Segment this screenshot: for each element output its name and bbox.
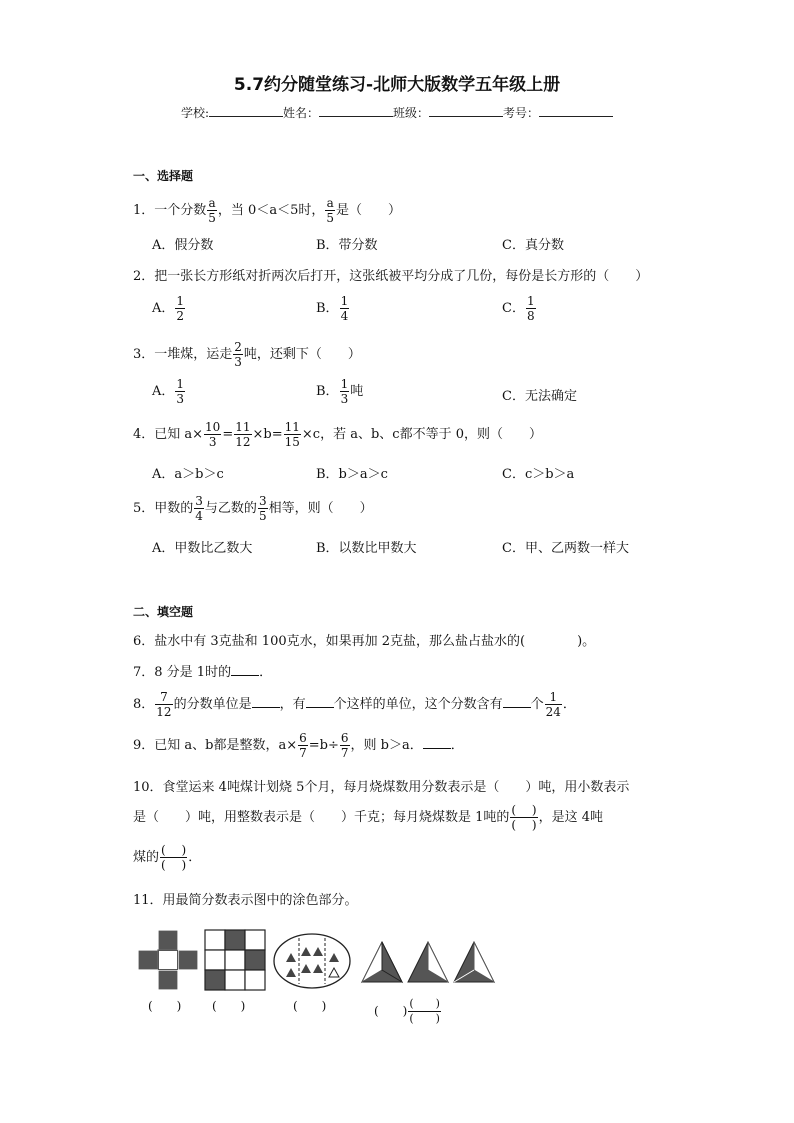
- q3-option-c[interactable]: C．无法确定: [502, 389, 577, 404]
- q11-answer-blank-3[interactable]: ( ): [293, 999, 327, 1013]
- numerator: ( ): [161, 843, 187, 857]
- numerator: 6: [340, 731, 349, 745]
- student-info-line: [0, 104, 794, 121]
- numerator: 7: [155, 690, 172, 705]
- q4-option-c[interactable]: C．c＞b＞a: [502, 467, 575, 482]
- numerator: 6: [299, 731, 307, 745]
- q3-option-a[interactable]: [152, 377, 186, 406]
- denominator: 3: [176, 392, 185, 406]
- question-6: 6．盐水中有 3克盐和 100克水，如果再加 2克盐，那么盐占盐水的( )。: [133, 634, 596, 649]
- section-choice-heading: 一、选择题: [133, 169, 194, 183]
- cross-shape-figure: [138, 930, 198, 990]
- question-2: 2．把一张长方形纸对折两次后打开，这张纸被平均分成了几份，每份是长方形的（ ）: [133, 269, 649, 284]
- denominator: 12: [156, 705, 172, 719]
- q10-text: ，是这 4吨: [538, 810, 603, 825]
- numerator: 1: [526, 294, 535, 308]
- fraction: [194, 494, 204, 523]
- fraction: [155, 690, 172, 719]
- q10-text: 煤的: [133, 850, 160, 865]
- option-letter: B．: [316, 384, 339, 399]
- fraction: [175, 377, 185, 406]
- numerator: ( ): [409, 997, 440, 1010]
- q5-text-mid: 与乙数的: [204, 501, 257, 516]
- question-11: 11．用最简分数表示图中的涂色部分。: [133, 893, 358, 908]
- fraction: [340, 294, 350, 323]
- denominator: 4: [195, 509, 203, 523]
- q2-option-a[interactable]: [152, 294, 186, 323]
- fraction: [175, 294, 185, 323]
- denominator: 24: [545, 705, 561, 719]
- number-label: 考号：: [503, 106, 540, 120]
- question-5: [133, 494, 373, 523]
- answer-blank[interactable]: [252, 697, 280, 708]
- answer-blank[interactable]: [231, 665, 259, 676]
- q5-option-b[interactable]: B．以数比甲数大: [316, 541, 417, 556]
- denominator: 3: [340, 392, 349, 406]
- numerator: ( ): [511, 803, 537, 817]
- unit-label: 吨: [350, 384, 364, 399]
- option-letter: A．: [152, 301, 175, 316]
- q9-text-end: ．: [450, 738, 464, 753]
- question-10-line-1: 10．食堂运来 4吨煤计划烧 5个月，每月烧煤数用分数表示是（ ）吨，用小数表示: [133, 780, 630, 795]
- q10-text: ．: [188, 850, 202, 865]
- q1-option-c[interactable]: C．真分数: [502, 238, 564, 253]
- denominator: 5: [258, 509, 267, 523]
- q11-answer-blank-2[interactable]: ( ): [212, 999, 246, 1013]
- numerator: 1: [340, 377, 349, 391]
- option-letter: C．: [502, 301, 525, 316]
- numerator: 2: [234, 340, 242, 354]
- denominator: 5: [208, 211, 216, 225]
- question-3: [133, 340, 361, 369]
- denominator: 8: [526, 309, 535, 323]
- fraction: [233, 340, 243, 369]
- fraction: [298, 731, 308, 760]
- q9-text-pre: 9．已知 a、b都是整数，a×: [133, 738, 298, 753]
- q11-answer-blank-4[interactable]: [374, 997, 442, 1026]
- option-letter: A．: [152, 384, 175, 399]
- q9-text-mid: =b÷: [308, 738, 339, 753]
- equals-sign: =: [222, 427, 234, 442]
- denominator: 2: [176, 309, 185, 323]
- question-10-line-2: [133, 803, 603, 832]
- denominator: 4: [340, 309, 349, 323]
- numerator: 3: [195, 494, 203, 508]
- school-label: 学校:: [180, 106, 209, 120]
- numerator: a: [326, 196, 334, 210]
- answer-blank[interactable]: [306, 697, 334, 708]
- question-9: [133, 731, 464, 760]
- q4-text-mid: ×b=: [252, 427, 283, 442]
- answer-blank[interactable]: [423, 738, 451, 749]
- page-title: 5.7约分随堂练习-北师大版数学五年级上册: [233, 75, 561, 95]
- q4-text-post: ×c，若 a、b、c都不等于 0，则（ ）: [301, 427, 542, 442]
- fraction: [234, 420, 251, 449]
- fraction: [204, 420, 221, 449]
- numerator: 1: [545, 690, 562, 705]
- q5-option-c[interactable]: C．甲、乙两数一样大: [502, 541, 629, 556]
- q2-option-b[interactable]: [316, 294, 350, 323]
- fraction-blank[interactable]: [408, 997, 441, 1026]
- paren-blank: ( ): [374, 1004, 408, 1018]
- denominator: 15: [284, 435, 300, 449]
- q5-text-pre: 5．甲数的: [133, 501, 194, 516]
- q8-number: 8．: [133, 697, 155, 712]
- numerator: 3: [258, 494, 267, 508]
- q5-option-a[interactable]: A．甲数比乙数大: [152, 541, 253, 556]
- q3-text-post: 吨，还剩下（ ）: [243, 347, 361, 362]
- three-triangles-figure: [360, 940, 500, 984]
- name-label: 姓名：: [283, 106, 320, 120]
- q1-option-a[interactable]: A．假分数: [152, 238, 214, 253]
- denominator: ( ): [409, 1012, 440, 1025]
- q7-text-post: ．: [259, 665, 273, 680]
- numerator: 1: [176, 377, 185, 391]
- fraction: [545, 690, 562, 719]
- school-blank[interactable]: [209, 104, 283, 117]
- fraction: [207, 196, 217, 225]
- numerator: 1: [176, 294, 185, 308]
- q1-text-post: 是（ ）: [336, 203, 402, 218]
- q3-text-pre: 3．一堆煤，运走: [133, 347, 233, 362]
- q10-text: 是（ ）吨，用整数表示是（ ）千克；每月烧煤数是 1吨的: [133, 810, 510, 825]
- q3-option-b[interactable]: [316, 377, 363, 406]
- q4-text-pre: 4．已知 a×: [133, 427, 204, 442]
- fraction: [340, 377, 350, 406]
- numerator: 11: [235, 420, 251, 434]
- class-label: 班级：: [393, 106, 430, 120]
- question-4: [133, 420, 542, 449]
- q2-option-c[interactable]: [502, 294, 537, 323]
- answer-blank[interactable]: [503, 697, 531, 708]
- denominator: ( ): [511, 818, 537, 832]
- denominator: 7: [299, 746, 307, 760]
- fraction: [284, 420, 301, 449]
- q8-text: ．: [562, 697, 576, 712]
- numerator: 10: [205, 420, 221, 434]
- q8-text: 个: [530, 697, 544, 712]
- section-fill-heading: 二、填空题: [133, 605, 194, 619]
- fraction: [325, 196, 335, 225]
- name-blank[interactable]: [319, 104, 393, 117]
- q8-text: ，有: [279, 697, 306, 712]
- q7-text-pre: 7．8 分是 1时的: [133, 665, 232, 680]
- class-blank[interactable]: [429, 104, 503, 117]
- question-7: [133, 661, 272, 680]
- question-8: [133, 690, 576, 719]
- q4-option-b[interactable]: B．b＞a＞c: [316, 467, 388, 482]
- denominator: 5: [326, 211, 334, 225]
- fraction-blank[interactable]: [510, 803, 537, 832]
- numerator: 1: [340, 294, 349, 308]
- denominator: ( ): [161, 858, 187, 872]
- q9-text-post: ，则 b＞a．: [350, 738, 423, 753]
- q11-answer-blank-1[interactable]: ( ): [148, 999, 182, 1013]
- fraction: [526, 294, 536, 323]
- q8-text: 个这样的单位，这个分数含有: [333, 697, 503, 712]
- q5-text-post: 相等，则（ ）: [268, 501, 373, 516]
- fraction: [340, 731, 350, 760]
- denominator: 7: [340, 746, 349, 760]
- number-blank[interactable]: [539, 104, 613, 117]
- question-10-line-3: [133, 843, 201, 872]
- question-1: [133, 196, 401, 225]
- option-letter: B．: [316, 301, 339, 316]
- q1-text-pre: 1．一个分数: [133, 203, 207, 218]
- numerator: a: [208, 196, 216, 210]
- denominator: 12: [235, 435, 251, 449]
- fraction: [258, 494, 268, 523]
- q1-option-b[interactable]: B．带分数: [316, 238, 378, 253]
- q1-text-mid: ，当 0＜a＜5时，: [217, 203, 325, 218]
- grid-square-figure: [204, 929, 266, 991]
- q4-option-a[interactable]: A．a＞b＞c: [152, 467, 224, 482]
- q8-text: 的分数单位是: [173, 697, 252, 712]
- denominator: 3: [208, 435, 217, 449]
- numerator: 11: [284, 420, 300, 434]
- denominator: 3: [234, 355, 242, 369]
- ellipse-triangles-figure: [272, 932, 352, 990]
- fraction-blank[interactable]: [160, 843, 187, 872]
